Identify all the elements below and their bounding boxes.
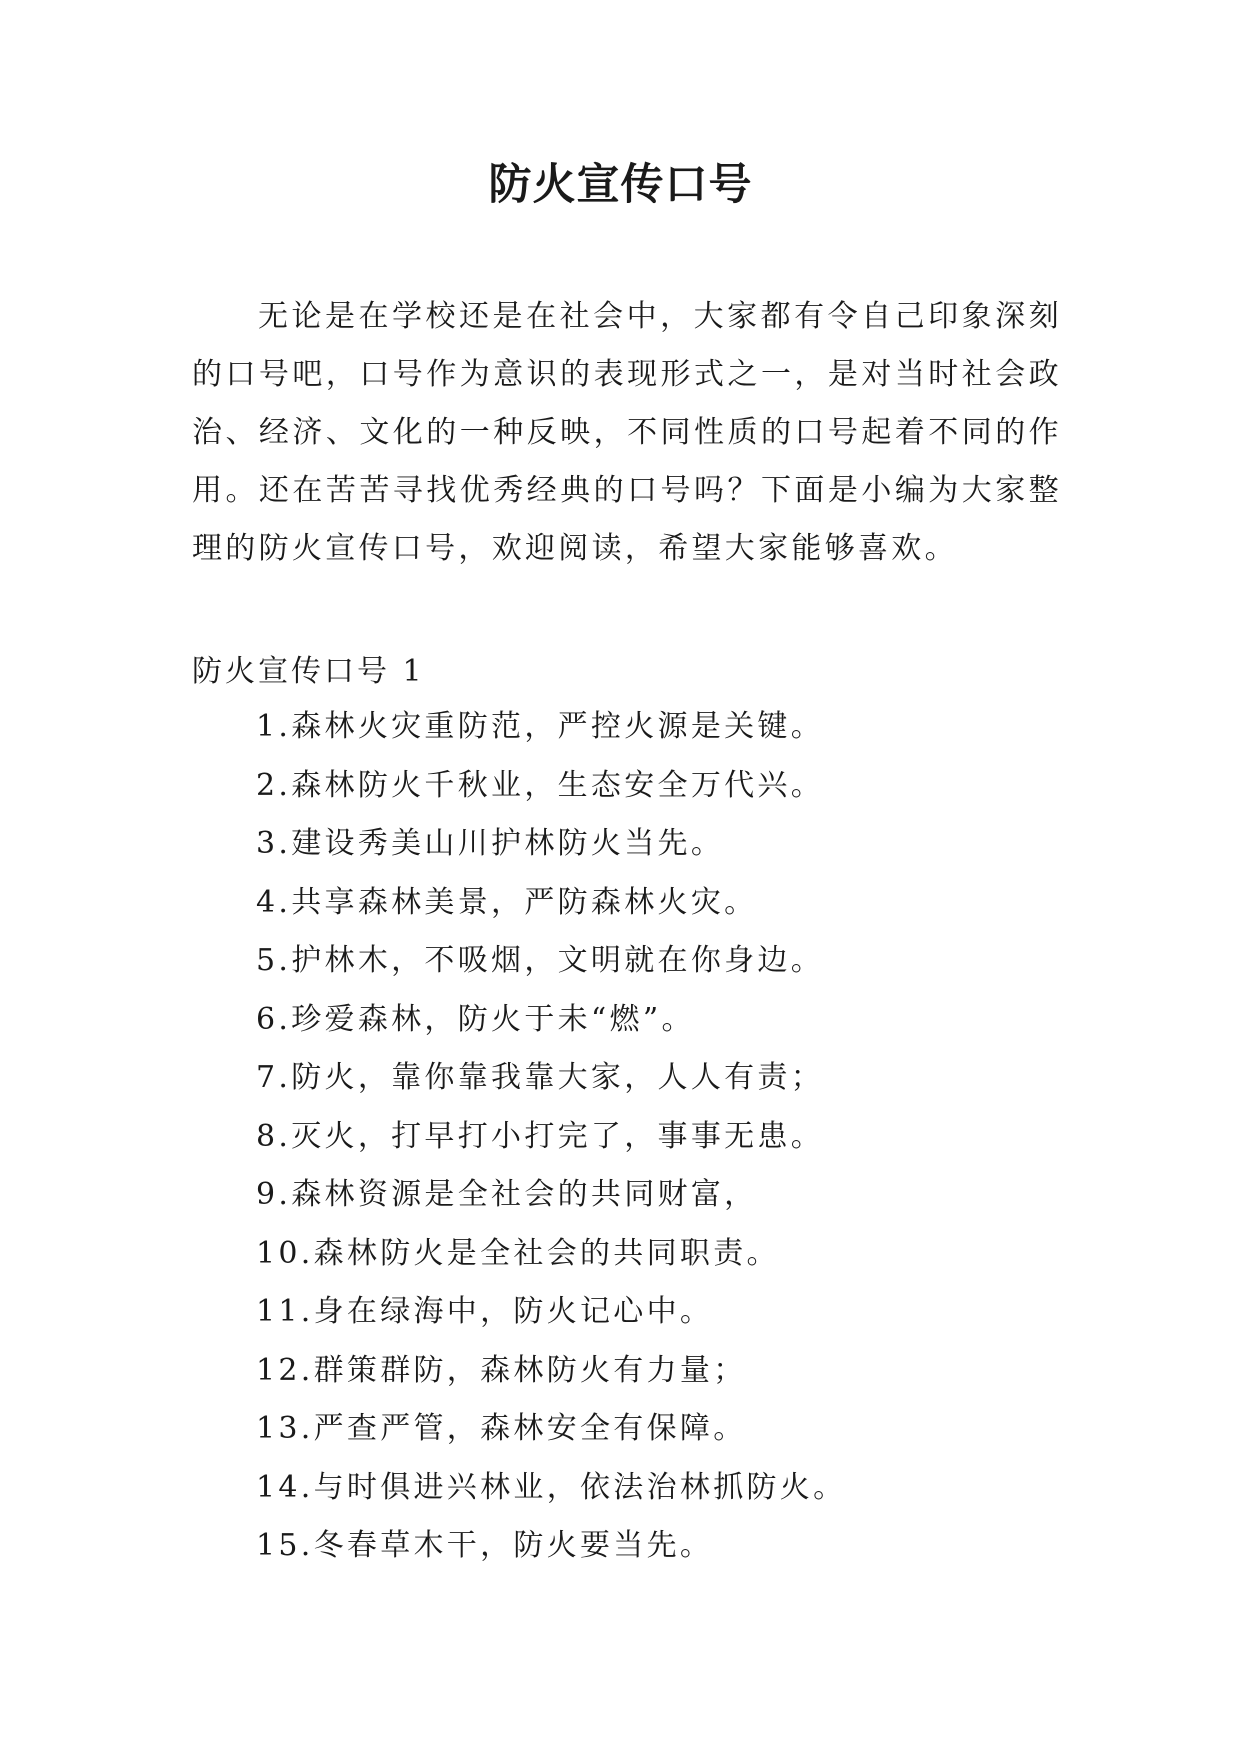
slogan-item: 3.建设秀美山川护林防火当先。 xyxy=(256,826,725,861)
slogan-item: 13.严查严管，森林安全有保障。 xyxy=(256,1411,747,1446)
intro-paragraph: 无论是在学校还是在社会中，大家都有令自己印象深刻的口号吧，口号作为意识的表现形式之一，是对当时社会政治、经济、文化的一种反映，不同性质的口号起着不同的作用。还在苦苦寻找优秀经典的口号吗？下面是小编为大家整理的防火宣传口号，欢迎阅读，希望大家能够喜欢。 xyxy=(192,299,1062,566)
slogan-item: 15.冬春草木干，防火要当先。 xyxy=(256,1528,714,1563)
slogan-item: 4.共享森林美景，严防森林火灾。 xyxy=(256,884,758,920)
slogan-list xyxy=(256,698,1076,1576)
slogan-item: 5.护林木，不吸烟，文明就在你身边。 xyxy=(256,943,825,978)
slogan-item: 14.与时俱进兴林业，依法治林抓防火。 xyxy=(256,1469,847,1505)
slogan-item: 1.森林火灾重防范，严控火源是关键。 xyxy=(256,709,825,744)
slogan-item: 9.森林资源是全社会的共同财富， xyxy=(256,1177,758,1212)
slogan-item: 10.森林防火是全社会的共同职责。 xyxy=(256,1235,780,1271)
slogan-item: 8.灭火，打早打小打完了，事事无患。 xyxy=(256,1118,825,1154)
slogan-item: 2.森林防火千秋业，生态安全万代兴。 xyxy=(256,767,825,803)
slogan-item: 7.防火，靠你靠我靠大家，人人有责； xyxy=(256,1060,825,1095)
slogan-item: 6.珍爱森林，防火于未“燃”。 xyxy=(256,1001,695,1037)
document-title: 防火宣传口号 xyxy=(488,160,753,210)
slogan-item: 11.身在绿海中，防火记心中。 xyxy=(256,1294,714,1329)
section-heading: 防火宣传口号 1 xyxy=(192,654,425,689)
slogan-item: 12.群策群防，森林防火有力量； xyxy=(256,1352,747,1388)
